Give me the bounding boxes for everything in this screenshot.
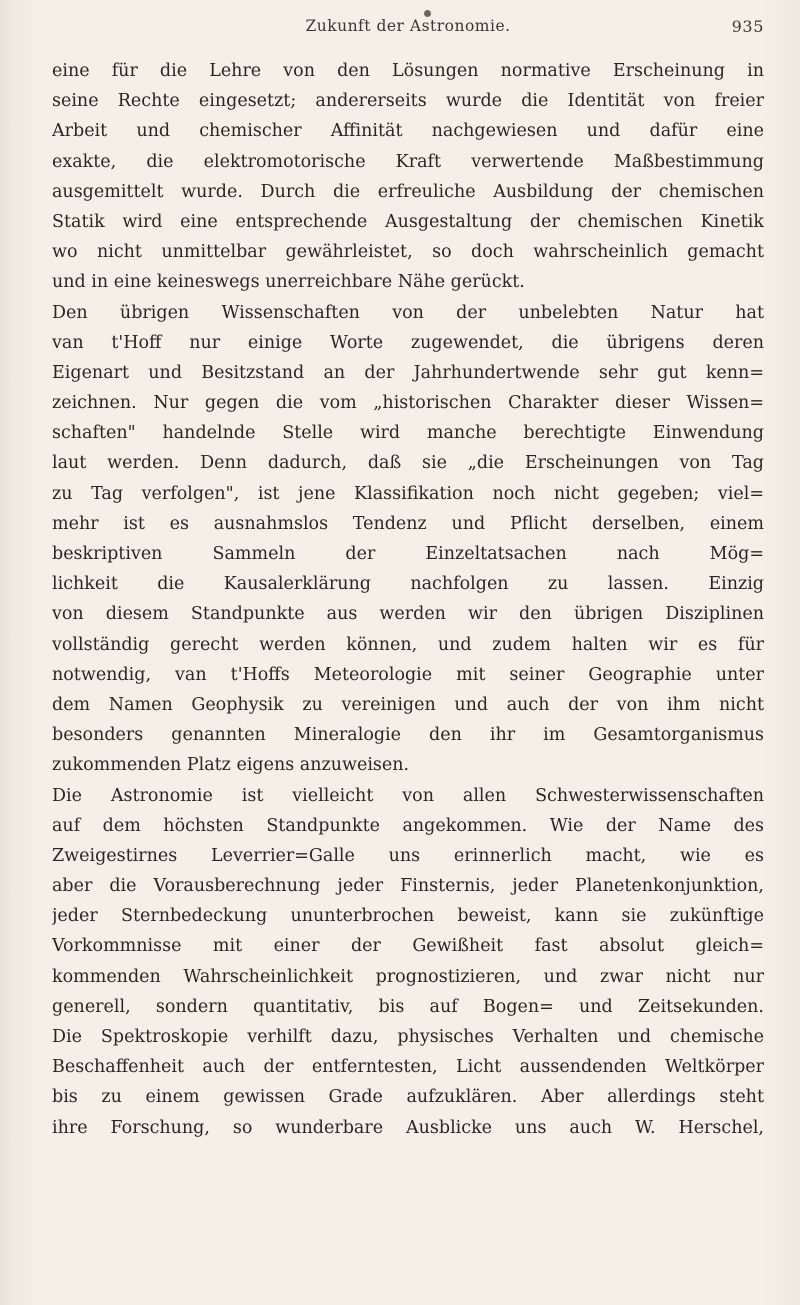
text-line: Den übrigen Wissenschaften von der unbelebten Natur hat: [52, 302, 764, 323]
text-line: eine für die Lehre von den Lösungen normative Erscheinung in: [52, 61, 764, 81]
text-line: zeichnen. Nur gegen die vom „historischen Charakter dieser Wissen=: [52, 393, 764, 414]
text-line: ihre Forschung, so wunderbare Ausblicke uns auch W. Herschel,: [52, 1117, 764, 1138]
text-line: und in eine keineswegs unerreichbare Nähe gerückt.: [52, 272, 525, 293]
text-line: wo nicht unmittelbar gewährleistet, so doch wahrscheinlich gemacht: [52, 242, 764, 263]
text-line: Vorkommnisse mit einer der Gewißheit fast absolut gleich=: [52, 936, 764, 957]
text-line: Die Spektroskopie verhilft dazu, physisches Verhalten und chemische: [52, 1027, 764, 1047]
text-line: seine Rechte eingesetzt; andererseits wurde die Identität von freier: [52, 91, 764, 112]
text-line: aber die Vorausberechnung jeder Finsternis, jeder Planetenkonjunktion,: [52, 876, 764, 897]
text-line: laut werden. Denn dadurch, daß sie „die Erscheinungen von Tag: [52, 453, 764, 474]
text-line: Zweigestirnes Leverrier=Galle uns erinnerlich macht, wie es: [52, 845, 764, 866]
text-line: van t'Hoff nur einige Worte zugewendet, die übrigens deren: [52, 332, 764, 353]
printer-mark: [424, 10, 431, 17]
text-line: besonders genannten Mineralogie den ihr im Gesamtorganismus: [52, 725, 764, 746]
text-line: schaften" handelnde Stelle wird manche berechtigte Einwendung: [52, 423, 764, 444]
text-line: ausgemittelt wurde. Durch die erfreuliche Ausbildung der chemischen: [52, 181, 764, 202]
running-head: Zukunft der Astronomie.: [305, 17, 511, 35]
text-line: lichkeit die Kausalerklärung nachfolgen zu lassen. Einzig: [52, 574, 764, 595]
text-line: zu Tag verfolgen", ist jene Klassifikation noch nicht gegeben; viel=: [52, 483, 764, 504]
text-line: vollständig gerecht werden können, und zudem halten wir es für: [52, 634, 764, 655]
text-line: zukommenden Platz eigens anzuweisen.: [52, 755, 410, 776]
page-header: [52, 17, 764, 41]
page-number: 935: [731, 17, 764, 36]
text-line: Beschaffenheit auch der entferntesten, Licht aussendenden Weltkörper: [52, 1057, 764, 1078]
text-line: generell, sondern quantitativ, bis auf Bogen= und Zeitsekunden.: [52, 996, 764, 1017]
text-line: Statik wird eine entsprechende Ausgestaltung der chemischen Kinetik: [52, 211, 764, 232]
text-line: notwendig, van t'Hoffs Meteorologie mit seiner Geographie unter: [52, 664, 764, 685]
text-line: mehr ist es ausnahmslos Tendenz und Pflicht derselben, einem: [52, 513, 764, 534]
text-line: von diesem Standpunkte aus werden wir den übrigen Disziplinen: [52, 604, 764, 625]
text-line: Arbeit und chemischer Affinität nachgewiesen und dafür eine: [52, 121, 764, 142]
text-line: bis zu einem gewissen Grade aufzuklären. Aber allerdings steht: [52, 1087, 764, 1108]
text-line: Eigenart und Besitzstand an der Jahrhundertwende sehr gut kenn=: [52, 362, 764, 383]
text-line: kommenden Wahrscheinlichkeit prognostizieren, und zwar nicht nur: [52, 966, 764, 987]
text-line: jeder Sternbedeckung ununterbrochen beweist, kann sie zukünftige: [52, 906, 764, 927]
body-text: [52, 56, 764, 1143]
text-line: Die Astronomie ist vielleicht von allen Schwesterwissenschaften: [52, 785, 764, 806]
text-line: beskriptiven Sammeln der Einzeltatsachen nach Mög=: [52, 544, 764, 564]
text-line: dem Namen Geophysik zu vereinigen und auch der von ihm nicht: [52, 694, 764, 715]
text-line: exakte, die elektromotorische Kraft verwertende Maßbestimmung: [52, 151, 764, 172]
text-line: auf dem höchsten Standpunkte angekommen. Wie der Name des: [52, 815, 764, 836]
